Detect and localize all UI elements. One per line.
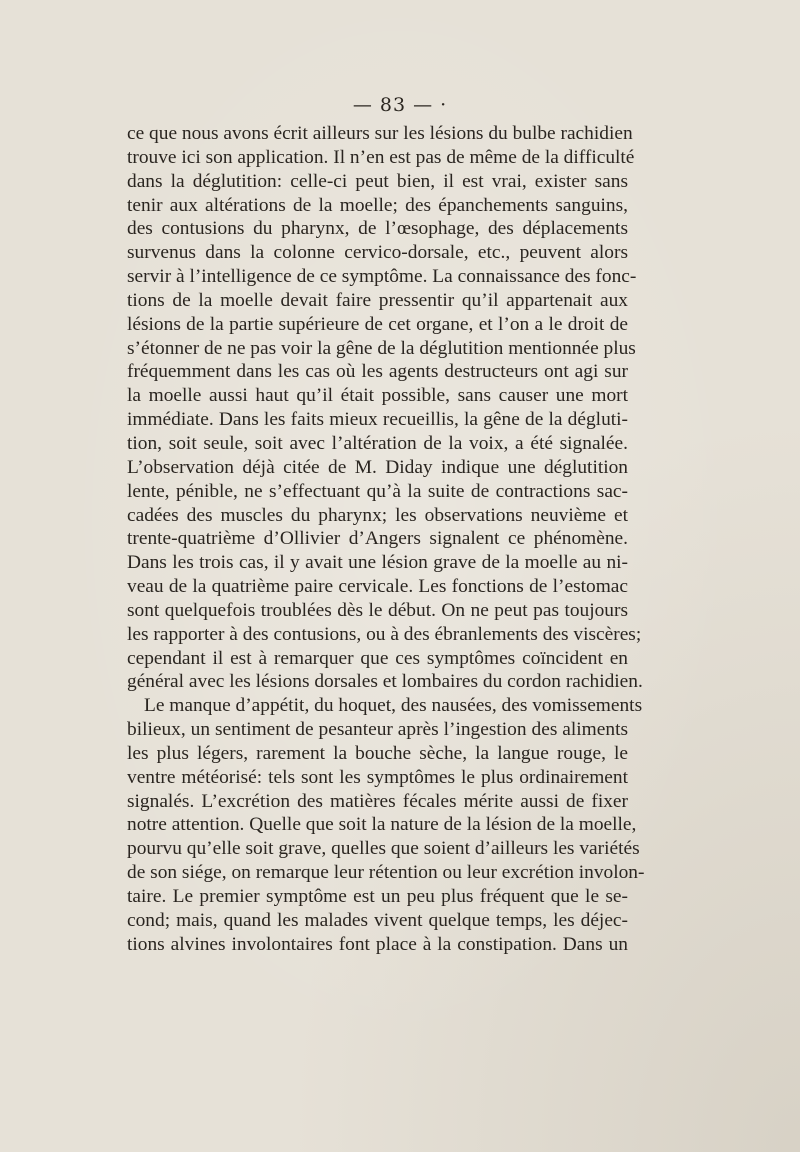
text-line: ventre météorisé: tels sont les symptômes le plus ordinairement (127, 766, 628, 788)
text-line: de son siége, on remarque leur rétention ou leur excrétion involon- (127, 862, 645, 884)
text-line: trouve ici son application. Il n’en est pas de même de la difficulté (127, 146, 635, 168)
text-line: lente, pénible, ne s’effectuant qu’à la suite de contractions sac- (127, 480, 628, 502)
text-line: trente-quatrième d’Ollivier d’Angers signalent ce phénomène. (127, 528, 628, 550)
text-line: taire. Le premier symptôme est un peu plus fréquent que le se- (127, 886, 628, 907)
text-line: bilieux, un sentiment de pesanteur après l’ingestion des aliments (127, 719, 628, 741)
text-line: tions alvines involontaires font place à la constipation. Dans un (127, 933, 628, 955)
text-line: signalés. L’excrétion des matières fécales mérite aussi de fixer (127, 790, 628, 812)
text-line: les plus légers, rarement la bouche sèche, la langue rouge, le (127, 742, 628, 764)
text-line: notre attention. Quelle que soit la nature de la lésion de la moelle, (127, 814, 637, 836)
text-line: s’étonner de ne pas voir la gêne de la déglutition mentionnée plus (127, 337, 636, 359)
text-line: servir à l’intelligence de ce symptôme. La connaissance des fonc- (127, 266, 637, 288)
text-line: tions de la moelle devait faire pressentir qu’il appartenait aux (127, 289, 628, 311)
text-line: les rapporter à des contusions, ou à des ébranlements des viscères; (127, 623, 642, 645)
text-line: tion, soit seule, soit avec l’altération de la voix, a été signalée. (127, 432, 628, 454)
text-line: dans la déglutition: celle-ci peut bien, il est vrai, exister sans (127, 170, 628, 192)
text-line: pourvu qu’elle soit grave, quelles que soient d’ailleurs les variétés (127, 838, 640, 860)
text-line: lésions de la partie supérieure de cet organe, et l’on a le droit de (127, 313, 628, 335)
text-line: Dans les trois cas, il y avait une lésion grave de la moelle au ni- (127, 552, 628, 574)
text-line: des contusions du pharynx, de l’œsophage, des déplacements (127, 218, 628, 240)
text-line: ce que nous avons écrit ailleurs sur les lésions du bulbe rachidien (127, 123, 633, 144)
text-line: cond; mais, quand les malades vivent quelque temps, les déjec- (127, 909, 628, 931)
paragraph-end-line: général avec les lésions dorsales et lombaires du cordon rachidien. (127, 671, 643, 693)
text-line: fréquemment dans les cas où les agents destructeurs ont agi sur (127, 361, 628, 383)
text-line: cadées des muscles du pharynx; les observations neuvième et (127, 504, 628, 526)
text-line: sont quelquefois troublées dès le début. On ne peut pas toujours (127, 599, 628, 621)
text-line: survenus dans la colonne cervico-dorsale, etc., peuvent alors (127, 242, 628, 264)
text-line: L’observation déjà citée de M. Diday indique une déglutition (127, 456, 628, 478)
text-line: veau de la quatrième paire cervicale. Les fonctions de l’estomac (127, 576, 628, 598)
body-text (127, 122, 645, 957)
text-line: la moelle aussi haut qu’il était possible, sans causer une mort (127, 385, 628, 407)
paragraph-start-line: Le manque d’appétit, du hoquet, des nausées, des vomissements (144, 695, 643, 717)
text-line: tenir aux altérations de la moelle; des épanchements sanguins, (127, 194, 628, 216)
page-number: — 83 — · (352, 94, 448, 116)
text-line: cependant il est à remarquer que ces symptômes coïncident en (127, 647, 628, 669)
text-line: immédiate. Dans les faits mieux recueillis, la gêne de la dégluti- (127, 409, 628, 431)
